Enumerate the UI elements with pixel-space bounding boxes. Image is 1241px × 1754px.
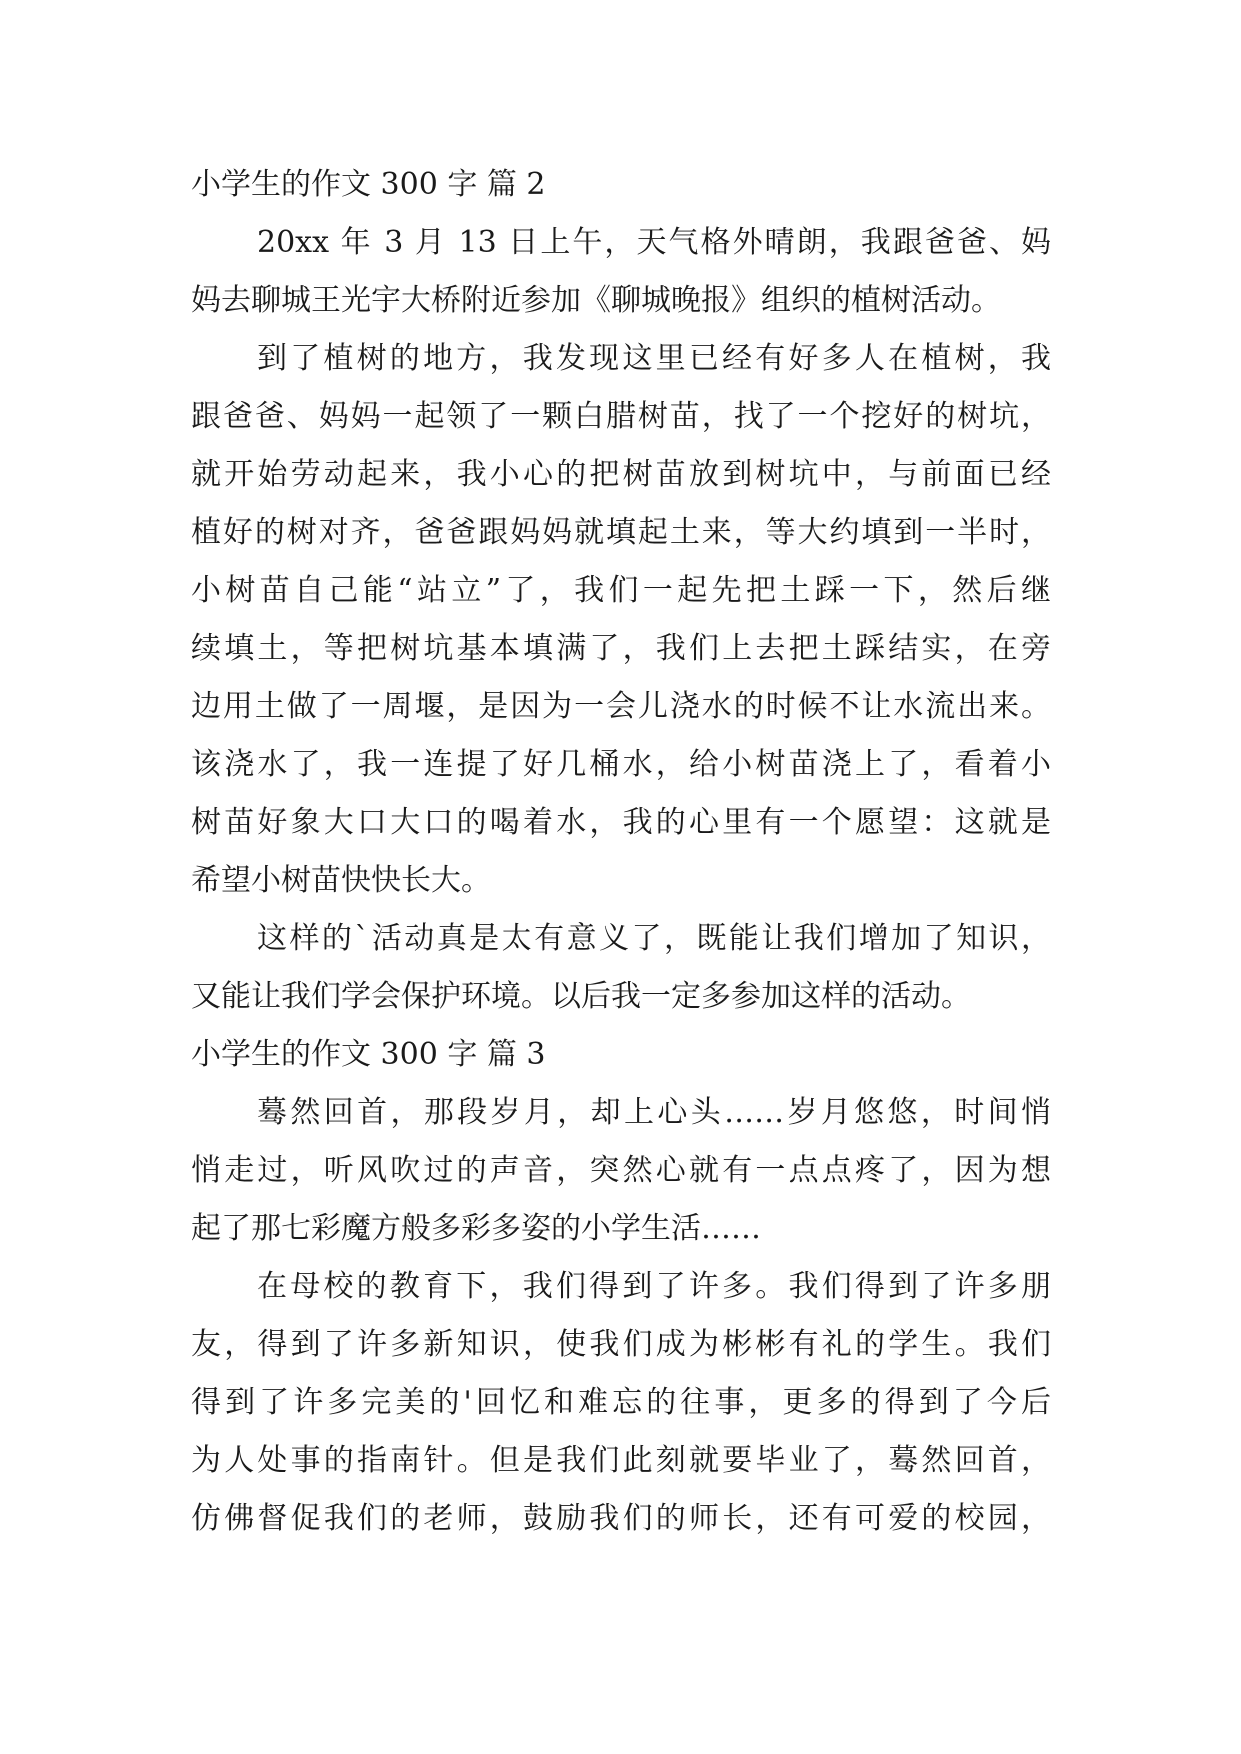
paragraph-line: 树苗好象大口大口的喝着水，我的心里有一个愿望：这就是 [191, 805, 1051, 840]
paragraph-line: 得到了许多完美的'回忆和难忘的往事，更多的得到了今后 [191, 1385, 1051, 1420]
paragraph-line: 小树苗自己能“站立”了，我们一起先把土踩一下，然后继 [191, 573, 1051, 608]
paragraph-line: 边用土做了一周堰，是因为一会儿浇水的时候不让水流出来。 [191, 689, 1051, 724]
paragraph-line: 到了植树的地方，我发现这里已经有好多人在植树，我 [257, 341, 1051, 376]
paragraph-line: 友，得到了许多新知识，使我们成为彬彬有礼的学生。我们 [191, 1327, 1051, 1362]
paragraph-line: 续填土，等把树坑基本填满了，我们上去把土踩结实，在旁 [191, 631, 1051, 666]
paragraph-line: 在母校的教育下，我们得到了许多。我们得到了许多朋 [257, 1269, 1051, 1304]
paragraph-line: 悄走过，听风吹过的声音，突然心就有一点点疼了，因为想 [191, 1153, 1051, 1188]
paragraph-line: 起了那七彩魔方般多彩多姿的小学生活…… [191, 1211, 761, 1246]
paragraph-line: 仿佛督促我们的老师，鼓励我们的师长，还有可爱的校园， [191, 1501, 1051, 1536]
paragraph-line: 妈去聊城王光宇大桥附近参加《聊城晚报》组织的植树活动。 [191, 283, 1001, 318]
paragraph-line: 这样的`活动真是太有意义了，既能让我们增加了知识， [257, 921, 1051, 956]
section-heading: 小学生的作文 300 字 篇 3 [191, 1037, 546, 1072]
section-heading: 小学生的作文 300 字 篇 2 [191, 167, 546, 202]
paragraph-line: 植好的树对齐，爸爸跟妈妈就填起土来，等大约填到一半时， [191, 515, 1051, 550]
paragraph-line: 蓦然回首，那段岁月，却上心头……岁月悠悠，时间悄 [257, 1095, 1051, 1130]
paragraph-line: 又能让我们学会保护环境。以后我一定多参加这样的活动。 [191, 979, 971, 1014]
paragraph-line: 为人处事的指南针。但是我们此刻就要毕业了，蓦然回首， [191, 1443, 1051, 1478]
paragraph-line: 跟爸爸、妈妈一起领了一颗白腊树苗，找了一个挖好的树坑， [191, 399, 1051, 434]
paragraph-line: 该浇水了，我一连提了好几桶水，给小树苗浇上了，看着小 [191, 747, 1051, 782]
paragraph-line: 就开始劳动起来，我小心的把树苗放到树坑中，与前面已经 [191, 457, 1051, 492]
paragraph-line: 希望小树苗快快长大。 [191, 863, 491, 898]
paragraph-line: 20xx 年 3 月 13 日上午，天气格外晴朗，我跟爸爸、妈 [257, 225, 1051, 260]
